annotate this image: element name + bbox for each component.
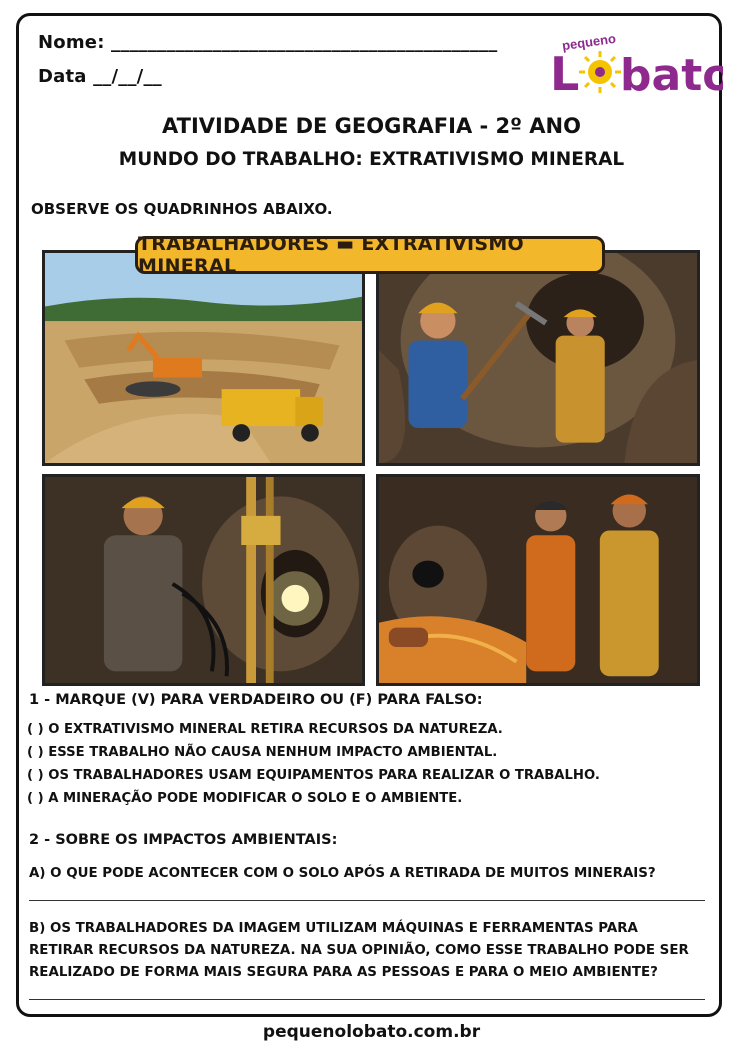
question-2b-line-3: REALIZADO DE FORMA MAIS SEGURA PARA AS PESSOAS E PARA O MEIO AMBIENTE? [29,965,658,980]
instruction-text: OBSERVE OS QUADRINHOS ABAIXO. [31,200,333,218]
page-title: ATIVIDADE DE GEOGRAFIA - 2º ANO [162,114,581,138]
date-field[interactable]: Data __/__/__ [38,66,162,87]
svg-text:pequeno: pequeno [561,30,617,54]
question-1-heading: 1 - MARQUE (V) PARA VERDADEIRO OU (F) PARA FALSO: [29,692,483,708]
answer-line-a[interactable] [29,900,705,901]
question-2b-line-1: B) OS TRABALHADORES DA IMAGEM UTILIZAM MÁQUINAS E FERRAMENTAS PARA [29,921,638,936]
svg-text:L: L [550,47,580,100]
true-false-item[interactable]: ( ) OS TRABALHADORES USAM EQUIPAMENTOS PARA REALIZAR O TRABALHO. [27,768,600,783]
true-false-item[interactable]: ( ) A MINERAÇÃO PODE MODIFICAR O SOLO E O AMBIENTE. [27,791,463,806]
panel-miner-with-drill [42,474,365,686]
name-field[interactable]: Nome: __________________________________________ [38,32,498,53]
comic-banner: TRABALHADORES ▬ EXTRATIVISMO MINERAL [135,236,605,274]
question-2a-text: A) O QUE PODE ACONTECER COM O SOLO APÓS A RETIRADA DE MUITOS MINERAIS? [29,866,656,881]
svg-text:bato: bato [620,50,723,100]
panel-miner-with-pickaxe [376,250,700,466]
true-false-item[interactable]: ( ) O EXTRATIVISMO MINERAL RETIRA RECURSOS DA NATUREZA. [27,722,503,737]
true-false-item[interactable]: ( ) ESSE TRABALHO NÃO CAUSA NENHUM IMPACTO AMBIENTAL. [27,745,498,760]
panel-open-pit-mine [42,250,365,466]
question-2-heading: 2 - SOBRE OS IMPACTOS AMBIENTAIS: [29,832,338,848]
answer-line-b[interactable] [29,999,705,1000]
pequeno-lobato-logo [548,28,723,100]
page-subtitle: MUNDO DO TRABALHO: EXTRATIVISMO MINERAL [118,149,625,170]
footer-url[interactable]: pequenolobato.com.br [262,1022,481,1042]
comic-strip [40,233,702,686]
question-2b-line-2: RETIRAR RECURSOS DA NATUREZA. NA SUA OPINIÃO, COMO ESSE TRABALHO PODE SER [29,943,689,958]
panel-miners-in-tunnel [376,474,700,686]
